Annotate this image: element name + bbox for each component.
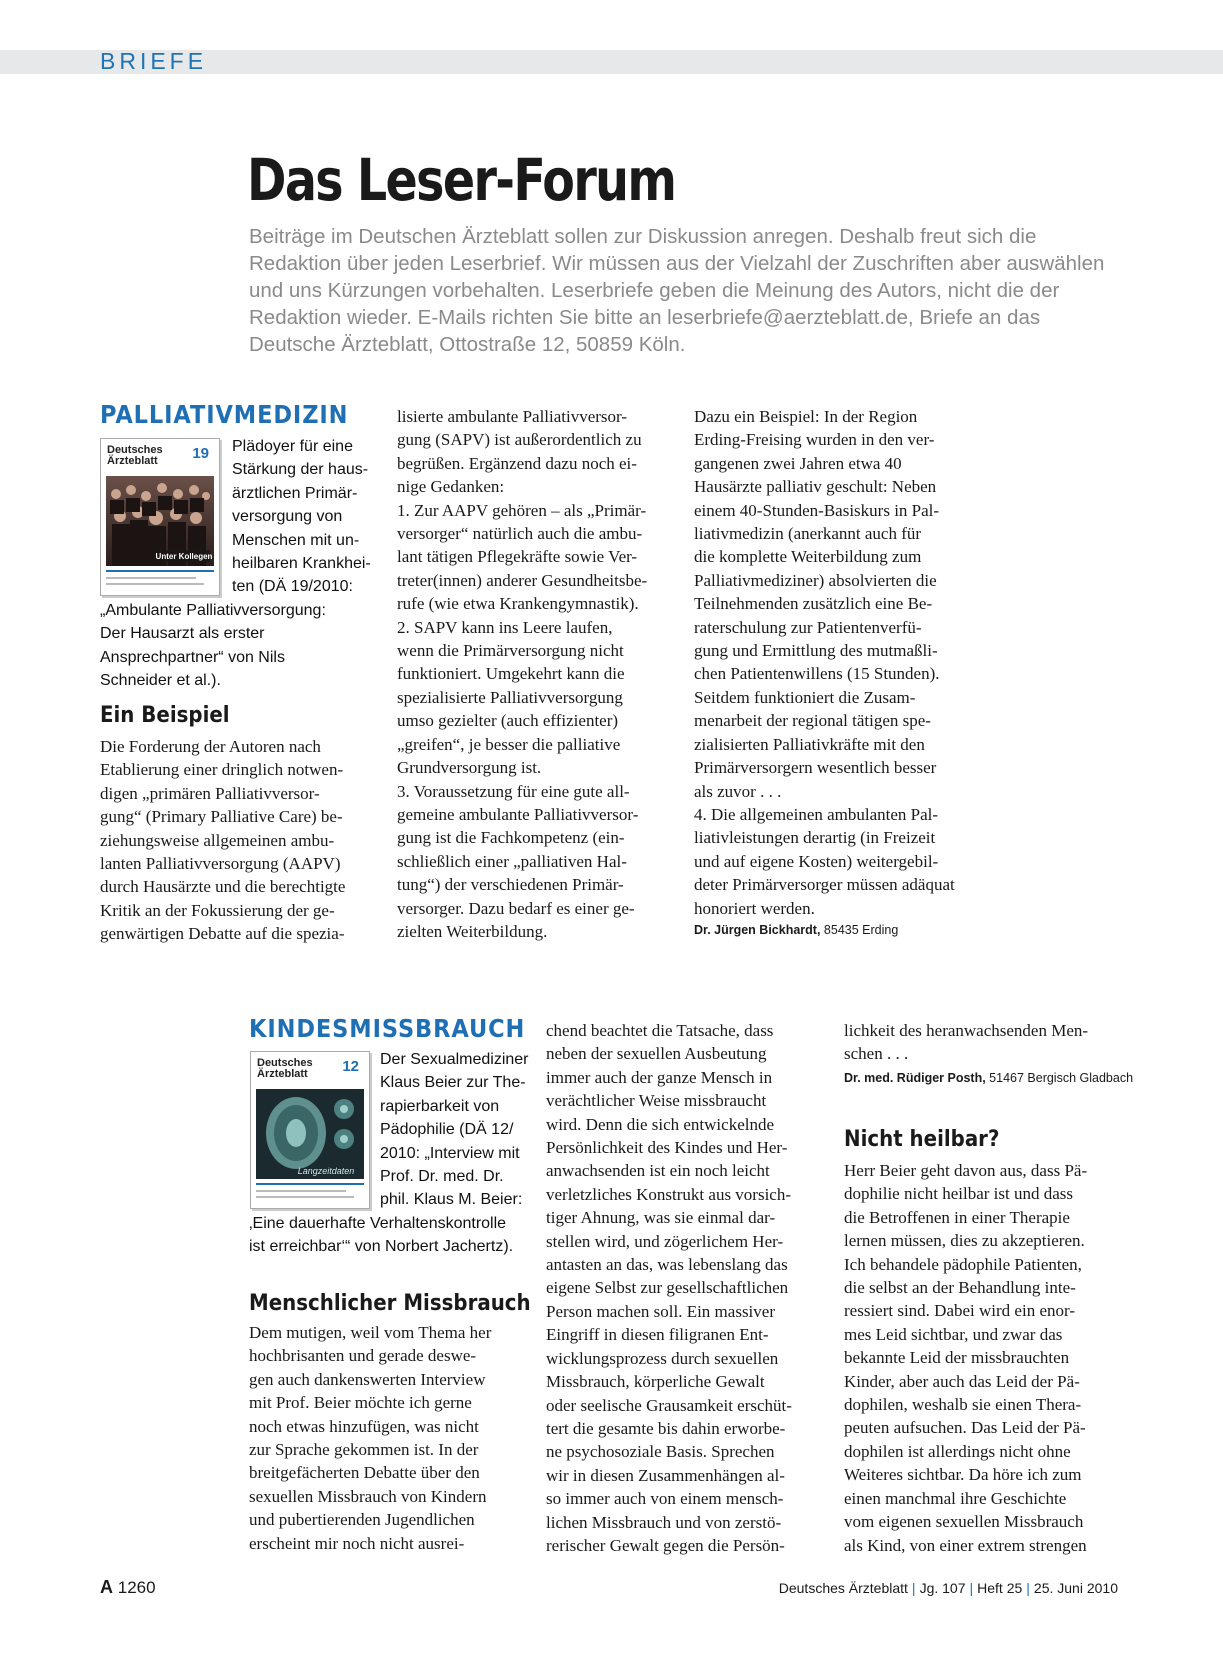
- teaser-line: Menschen mit un-: [232, 531, 360, 549]
- cover-caption: Langzeitdaten: [297, 1166, 355, 1176]
- cover-issue-number: 12: [342, 1058, 359, 1075]
- body-line: immer auch der ganze Mensch in: [546, 1067, 773, 1087]
- page-number: [100, 1577, 156, 1598]
- body-line: stellen wird, und zögerlichem Her-: [546, 1231, 784, 1251]
- footer-separator: |: [911, 1580, 916, 1596]
- body-line: Hausärzte palliativ geschult: Neben: [694, 477, 937, 497]
- body-line: Etablierung einer dringlich notwen-: [100, 760, 344, 780]
- body-line: lernen müssen, dies zu akzeptieren.: [844, 1231, 1085, 1251]
- body-line: und pubertierenden Jugendlichen: [249, 1510, 475, 1530]
- body-line: Persönlichkeit des Kindes und Her-: [546, 1138, 788, 1158]
- body-line: einem 40-Stunden-Basiskurs in Pal-: [694, 500, 940, 520]
- body-line: tert die gesamte bis dahin erworbe-: [546, 1418, 786, 1438]
- body-line: Ich behandele pädophile Patienten,: [844, 1254, 1082, 1274]
- body-line: schließlich einer „palliativen Hal-: [397, 851, 627, 871]
- signature-name: Dr. med. Rüdiger Posth,: [844, 1070, 986, 1085]
- teaser-line: phil. Klaus M. Beier:: [380, 1191, 523, 1209]
- teaser-line: versorgung von: [232, 508, 343, 526]
- article2-teaser-tail: ‚Eine dauerhafte Verhaltenskontrolle ist erreichbar‘“ von Norbert Jachertz).: [249, 1215, 514, 1256]
- teaser-line: Der Sexualmediziner: [380, 1051, 529, 1068]
- article1-column-1: [100, 735, 390, 946]
- body-line: „greifen“, je besser die palliative: [397, 734, 621, 754]
- body-line: Kritik an der Fokussierung der ge-: [100, 900, 335, 920]
- teaser-line: 2010: „Interview mit: [380, 1144, 520, 1162]
- body-line: dophilen, weshalb sie einen Thera-: [844, 1395, 1082, 1415]
- body-line: versorger. Dazu bedarf es einer ge-: [397, 898, 635, 918]
- body-line: Dem mutigen, weil vom Thema her: [249, 1323, 492, 1342]
- article1-column-2: [397, 405, 687, 943]
- article2-signature: [844, 1068, 1144, 1088]
- body-line: Grundversorgung ist.: [397, 758, 542, 778]
- body-line: ressiert sind. Dabei wird ein enor-: [844, 1301, 1075, 1321]
- body-line: mes Leid sichtbar, und zwar das: [844, 1324, 1063, 1344]
- cover-issue-number: 19: [192, 445, 209, 462]
- body-line: lichen Missbrauch und von zerstö-: [546, 1512, 782, 1532]
- body-line: einen manchmal ihre Geschichte: [844, 1488, 1067, 1508]
- body-line: Seitdem funktioniert die Zusam-: [694, 687, 916, 707]
- body-line: liativmedizin (anerkannt auch für: [694, 524, 922, 544]
- body-line: verletzliches Konstrukt aus vorsich-: [546, 1184, 792, 1204]
- cover-text-line: [256, 1196, 354, 1198]
- footer-citation: [779, 1580, 1118, 1596]
- body-line: lisierte ambulante Palliativversor-: [397, 407, 628, 426]
- cover-photo-audience: [106, 476, 214, 566]
- body-line: ne psychosoziale Basis. Sprechen: [546, 1442, 775, 1462]
- teaser-line: ten (DÄ 19/2010:: [232, 578, 353, 596]
- body-line: schen . . .: [844, 1044, 909, 1064]
- teaser-line: heilbaren Krankhei-: [232, 555, 371, 573]
- body-line: zialisierten Palliativkräfte mit den: [694, 734, 925, 754]
- body-line: gung (SAPV) ist außerordentlich zu: [397, 430, 642, 450]
- cover-masthead: Deutsches Ärzteblatt: [107, 444, 163, 467]
- article2-kicker: KINDESMISSBRAUCH: [249, 1014, 526, 1043]
- teaser-line: Pädophilie (DÄ 12/: [380, 1121, 514, 1139]
- body-line: Dazu ein Beispiel: In der Region: [694, 407, 918, 426]
- body-line: chend beachtet die Tatsache, dass: [546, 1021, 774, 1040]
- body-line: als Kind, von einer extrem strengen: [844, 1535, 1087, 1555]
- body-line: Erding-Freising wurden in den ver-: [694, 430, 935, 450]
- body-line: anwachsenden ist ein noch leicht: [546, 1161, 770, 1181]
- cover-photo-brain-scan: [256, 1089, 364, 1179]
- footer-volume: Jg. 107: [919, 1580, 966, 1596]
- body-line: hochbrisanten und gerade deswe-: [249, 1346, 477, 1366]
- footer-date: 25. Juni 2010: [1033, 1580, 1118, 1596]
- teaser-line: ärztlichen Primär-: [232, 484, 358, 502]
- footer-separator: |: [969, 1580, 974, 1596]
- body-line: Die Forderung der Autoren nach: [100, 737, 321, 756]
- body-line: raterschulung zur Patientenverfü-: [694, 617, 922, 637]
- footer-issue: Heft 25: [977, 1580, 1023, 1596]
- body-line: mit Prof. Beier möchte ich gerne: [249, 1393, 472, 1413]
- body-line: dophilie nicht heilbar ist und dass: [844, 1184, 1073, 1204]
- body-line: 2. SAPV kann ins Leere laufen,: [397, 617, 613, 637]
- body-line: Kinder, aber auch das Leid der Pä-: [844, 1371, 1080, 1391]
- body-line: antasten an das, was lebenslang das: [546, 1255, 788, 1275]
- body-line: 3. Voraussetzung für eine gute all-: [397, 781, 630, 801]
- article1-teaser-tail: „Ambulante Palliativversorgung: Der Hausarzt als erster Ansprechpartner“ von Nils Schneider et al.).: [100, 602, 326, 690]
- body-line: gung“ (Primary Palliative Care) be-: [100, 807, 343, 827]
- body-line: gen auch dankenswerten Interview: [249, 1369, 486, 1389]
- body-line: gung ist die Fachkompetenz (ein-: [397, 828, 625, 848]
- body-line: tung“) der verschiedenen Primär-: [397, 875, 624, 895]
- body-line: Eingriff in diesen filigranen Ent-: [546, 1325, 769, 1345]
- body-line: wird. Denn die sich entwickelnde: [546, 1114, 775, 1134]
- body-line: gung und Ermittlung des mutmaßli-: [694, 641, 938, 661]
- body-line: Palliativmediziner) absolvierten die: [694, 570, 937, 590]
- article2-column-2: [546, 1019, 836, 1557]
- article2-teaser-wrap: [380, 1048, 530, 1212]
- teaser-line: rapierbarkeit von: [380, 1097, 500, 1115]
- teaser-line: Plädoyer für eine: [232, 438, 353, 455]
- body-line: breitgefächerten Debatte über den: [249, 1463, 480, 1483]
- article3-headline: Nicht heilbar?: [844, 1127, 1000, 1152]
- body-line: und auf eigene Kosten) weitergebil-: [694, 851, 939, 871]
- body-line: Teilnehmenden zusätzlich eine Be-: [694, 594, 933, 614]
- body-line: chen Patientenwillens (15 Stunden).: [694, 664, 940, 684]
- body-line: zur Sprache gekommen ist. In der: [249, 1440, 479, 1460]
- signature-place: 85435 Erding: [823, 922, 899, 937]
- body-line: lichkeit des heranwachsenden Men-: [844, 1021, 1089, 1040]
- body-line: die Betroffenen in einer Therapie: [844, 1207, 1070, 1227]
- body-line: gemeine ambulante Palliativversor-: [397, 804, 639, 824]
- article2-cover-thumbnail: [250, 1051, 370, 1209]
- body-line: lanten Palliativversorgung (AAPV): [100, 854, 341, 874]
- body-line: menarbeit der regional tätigen spe-: [694, 711, 931, 731]
- body-line: honoriert werden.: [694, 898, 815, 918]
- body-line: verächtlicher Weise missbraucht: [546, 1091, 767, 1111]
- body-line: tiger Ahnung, was sie einmal dar-: [546, 1208, 776, 1228]
- footer-separator: |: [1026, 1580, 1030, 1596]
- signature-place: 51467 Bergisch Gladbach: [989, 1070, 1134, 1085]
- body-line: versorger“ natürlich auch die ambu-: [397, 524, 643, 544]
- body-line: rerischer Gewalt gegen die Persön-: [546, 1535, 785, 1555]
- section-label: BRIEFE: [100, 48, 208, 74]
- page-prefix: A: [100, 1577, 113, 1597]
- body-line: als zuvor . . .: [694, 781, 782, 801]
- body-line: funktioniert. Umgekehrt kann die: [397, 664, 625, 684]
- body-line: erscheint mir noch nicht ausrei-: [249, 1533, 465, 1553]
- body-line: 4. Die allgemeinen ambulanten Pal-: [694, 804, 939, 824]
- cover-masthead: Deutsches Ärzteblatt: [257, 1057, 313, 1080]
- body-line: liativleistungen derartig (in Freizeit: [694, 828, 936, 848]
- body-line: Person machen soll. Ein massiver: [546, 1301, 775, 1321]
- body-line: gangenen zwei Jahren etwa 40: [694, 453, 902, 473]
- body-line: bekannte Leid der missbrauchten: [844, 1348, 1070, 1368]
- body-line: dophilen ist allerdings nicht ohne: [844, 1441, 1071, 1461]
- page-number-value: 1260: [117, 1578, 156, 1597]
- cover-rule: [106, 570, 214, 572]
- body-line: treter(innen) anderer Gesundheitsbe-: [397, 570, 648, 590]
- body-line: neben der sexuellen Ausbeutung: [546, 1044, 767, 1064]
- body-line: lant tätigen Pflegekräfte sowie Ver-: [397, 547, 638, 567]
- intro-text: Beiträge im Deutschen Ärzteblatt sollen zur Diskussion anregen. Deshalb freut sich die Redaktion über jeden Leserbrief. Wir müssen aus der Vielzahl der Zuschriften aber auswählen und uns Kürzungen vorbehalten. Leserbriefe geben die Meinung des Autors, nicht die der Redaktion wieder. E-Mails richten Sie bitte an leserbriefe@aerzteblatt.de, Briefe an das Deutsche Ärzteblatt, Ottostraße 12, 50859 Köln.: [249, 225, 1105, 356]
- signature-name: Dr. Jürgen Bickhardt,: [694, 922, 821, 937]
- body-line: genwärtigen Debatte auf die spezia-: [100, 924, 345, 944]
- article2-column-3-top: [844, 1019, 1144, 1088]
- body-line: wenn die Primärversorgung nicht: [397, 641, 624, 661]
- body-line: wicklungsprozess durch sexuellen: [546, 1348, 779, 1368]
- body-line: Weiteres sichtbar. Da höre ich zum: [844, 1465, 1082, 1485]
- cover-rule: [256, 1183, 364, 1185]
- body-line: Herr Beier geht davon aus, dass Pä-: [844, 1161, 1088, 1180]
- body-line: so immer auch von einem mensch-: [546, 1489, 784, 1509]
- body-line: die komplette Weiterbildung zum: [694, 547, 922, 567]
- body-line: Primärversorgern wesentlich besser: [694, 758, 937, 778]
- body-line: umso gezielter (auch effizienter): [397, 711, 619, 731]
- article2-headline: Menschlicher Missbrauch: [249, 1291, 531, 1316]
- body-line: vom eigenen sexuellen Missbrauch: [844, 1512, 1084, 1532]
- article3-column: [844, 1159, 1144, 1557]
- body-line: nige Gedanken:: [397, 477, 505, 497]
- body-line: eigene Selbst zur gesellschaftlichen: [546, 1278, 789, 1298]
- body-line: sexuellen Missbrauch von Kindern: [249, 1486, 487, 1506]
- article1-cover-thumbnail: [100, 438, 220, 596]
- article2-column-1: [249, 1321, 539, 1555]
- cover-text-line: [256, 1190, 346, 1192]
- teaser-line: Prof. Dr. med. Dr.: [380, 1168, 504, 1186]
- article1-signature: [694, 920, 994, 940]
- footer-journal: Deutsches Ärzteblatt: [778, 1580, 908, 1596]
- body-line: oder seelische Grausamkeit erschüt-: [546, 1395, 792, 1415]
- page-title: Das Leser-Forum: [247, 146, 676, 214]
- body-line: noch etwas hinzufügen, was nicht: [249, 1416, 479, 1436]
- body-line: peuten aufsuchen. Das Leid der Pä-: [844, 1418, 1086, 1438]
- body-line: rufe (wie etwa Krankengymnastik).: [397, 594, 639, 614]
- teaser-line: Klaus Beier zur The-: [380, 1074, 526, 1092]
- cover-text-line: [106, 577, 196, 579]
- body-line: Missbrauch, körperliche Gewalt: [546, 1372, 765, 1392]
- cover-text-line: [106, 583, 204, 585]
- article1-headline: Ein Beispiel: [100, 703, 230, 728]
- cover-caption: Unter Kollegen: [155, 552, 213, 561]
- body-line: spezialisierte Palliativversorgung: [397, 687, 623, 707]
- body-line: deter Primärversorger müssen adäquat: [694, 875, 955, 895]
- body-line: ziehungsweise allgemeinen ambu-: [100, 830, 335, 850]
- body-line: begrüßen. Ergänzend dazu noch ei-: [397, 453, 637, 473]
- article1-kicker: PALLIATIVMEDIZIN: [100, 400, 349, 429]
- body-line: zielten Weiterbildung.: [397, 921, 548, 941]
- teaser-line: Stärkung der haus-: [232, 461, 369, 479]
- body-line: durch Hausärzte und die berechtigte: [100, 877, 346, 897]
- body-line: 1. Zur AAPV gehören – als „Primär-: [397, 500, 647, 520]
- body-line: digen „primären Palliativversor-: [100, 783, 320, 803]
- article1-teaser-wrap: [232, 435, 382, 599]
- body-line: die selbst an der Behandlung inte-: [844, 1278, 1076, 1298]
- body-line: wir in diesen Zusammenhängen al-: [546, 1465, 785, 1485]
- article1-column-3: [694, 405, 994, 940]
